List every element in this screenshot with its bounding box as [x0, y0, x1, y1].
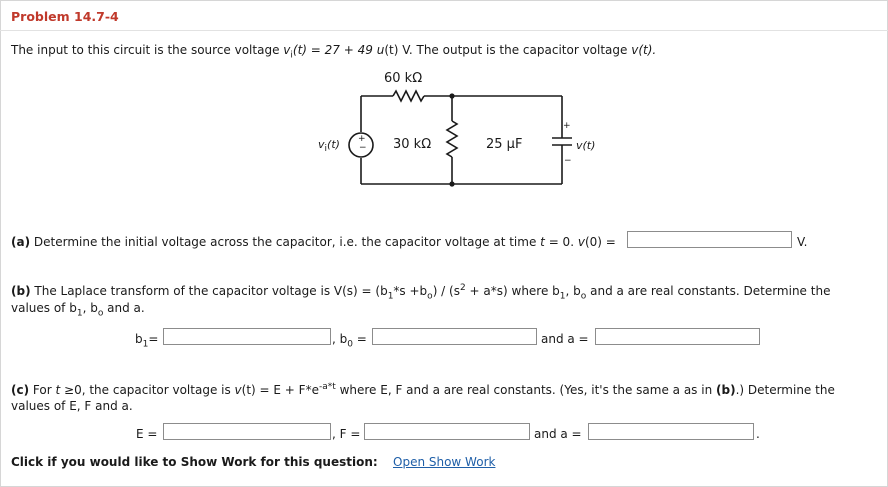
resistor-30k — [447, 121, 457, 157]
part-c-period: . — [756, 427, 760, 441]
title-divider — [0, 30, 888, 31]
initial-voltage-input[interactable] — [627, 231, 792, 248]
output-plus: + — [563, 121, 571, 131]
circuit-diagram — [300, 66, 600, 196]
b0-input[interactable] — [372, 328, 537, 345]
part-b-text-line1: (b) The Laplace transform of the capacitor voltage is $V(s) = (b_1*s +b_o) / (s^2 + a*s)$ where $b_1$, $b_o$ and a are real constants. Determine the — [11, 283, 831, 302]
source-minus: − — [359, 143, 367, 153]
part-a-text: (a) Determine the initial voltage across the capacitor, i.e. the capacitor voltage at time t = 0. v(0) = — [11, 235, 616, 249]
a-input-b[interactable] — [595, 328, 760, 345]
junction-top — [449, 93, 454, 98]
e-input[interactable] — [163, 423, 331, 440]
e-label: E = — [136, 427, 158, 441]
intro-text: The input to this circuit is the source voltage $v_i(t) = 27 + 49$ u(t) V. The output is the capacitor voltage v(t). — [11, 43, 657, 61]
output-label: v(t) — [576, 139, 596, 152]
r2-label: 30 kΩ — [393, 137, 432, 152]
a-input-c[interactable] — [588, 423, 754, 440]
b1-input[interactable] — [163, 328, 331, 345]
problem-title: Problem 14.7-4 — [11, 9, 119, 24]
f-label: , F = — [332, 427, 361, 441]
part-c-text-line2: values of E, F and a. — [11, 399, 133, 413]
junction-bottom — [449, 181, 454, 186]
part-a-unit: V. — [797, 235, 808, 249]
a-label-c: and a = — [534, 427, 582, 441]
part-b-text-line2: values of $b_1$, $b_o$ and a. — [11, 301, 145, 319]
show-work-prompt: Click if you would like to Show Work for this question: — [11, 455, 378, 469]
f-input[interactable] — [364, 423, 530, 440]
source-plus: + — [358, 134, 366, 144]
b1-label: $b_1=$ — [135, 332, 159, 350]
output-minus: − — [564, 156, 572, 166]
part-c-text-line1: (c) For t ≥0, the capacitor voltage is $v(t) = E + F*e^{-a*t}$ where E, F and a are real constants. (Yes, it's the same a as in (b).) Determine the — [11, 382, 835, 397]
source-label: $v_i(t)$ — [318, 138, 340, 155]
b0-label: , $b_0$ = — [332, 332, 367, 350]
r1-label: 60 kΩ — [384, 71, 423, 86]
open-show-work-link[interactable]: Open Show Work — [393, 455, 496, 469]
a-label-b: and a = — [541, 332, 589, 346]
resistor-60k — [393, 91, 424, 101]
cap-label: 25 µF — [486, 137, 523, 152]
